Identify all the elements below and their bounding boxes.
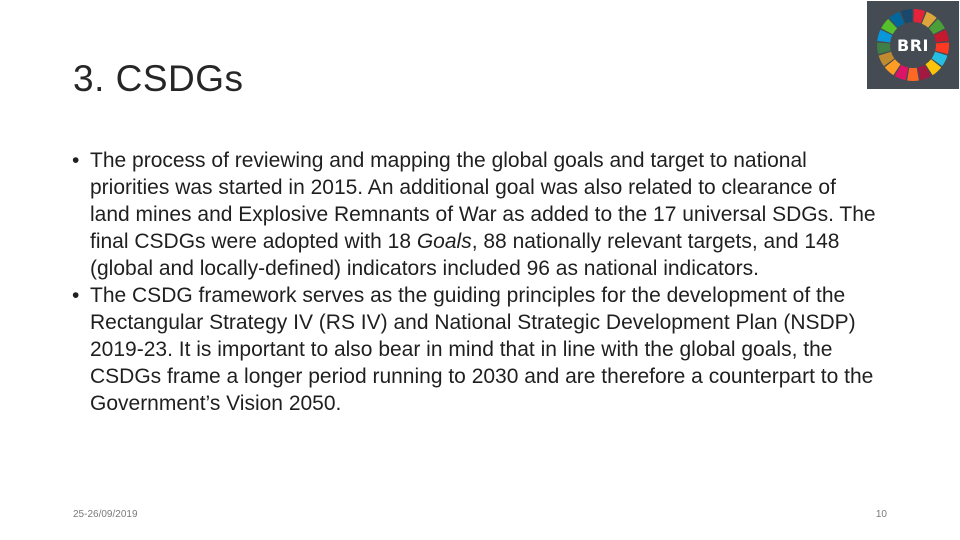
bullet-item (72, 147, 880, 282)
footer-date: 25-26/09/2019 (73, 509, 138, 520)
bri-logo (867, 1, 959, 89)
bullet-text: The process of reviewing and mapping the global goals and target to national priorities was started in 2015. An additional goal was also related to clearance of land mines and Explosive Remnants of War as added to the 17 universal SDGs. The final CSDGs were adopted with 18 Goals, 88 nationally relevant targets, and 148 (global and locally-defined) indicators included 96 as national indicators. (90, 149, 876, 280)
slide-title: 3. CSDGs (73, 58, 244, 99)
bullet-text: The CSDG framework serves as the guiding principles for the development of the Rectangular Strategy IV (RS IV) and National Strategic Development Plan (NSDP) 2019-23. It is important to also bear in mind that in line with the global goals, the CSDGs frame a longer period running to 2030 and are therefore a counterpart to the Government’s Vision 2050. (90, 284, 874, 415)
bullet-item (72, 282, 880, 417)
slide-body (72, 147, 880, 417)
logo-text: BRI (897, 35, 929, 55)
bullet-dot: • (72, 284, 80, 307)
bullet-dot: • (72, 149, 80, 172)
page-number: 10 (875, 509, 887, 520)
